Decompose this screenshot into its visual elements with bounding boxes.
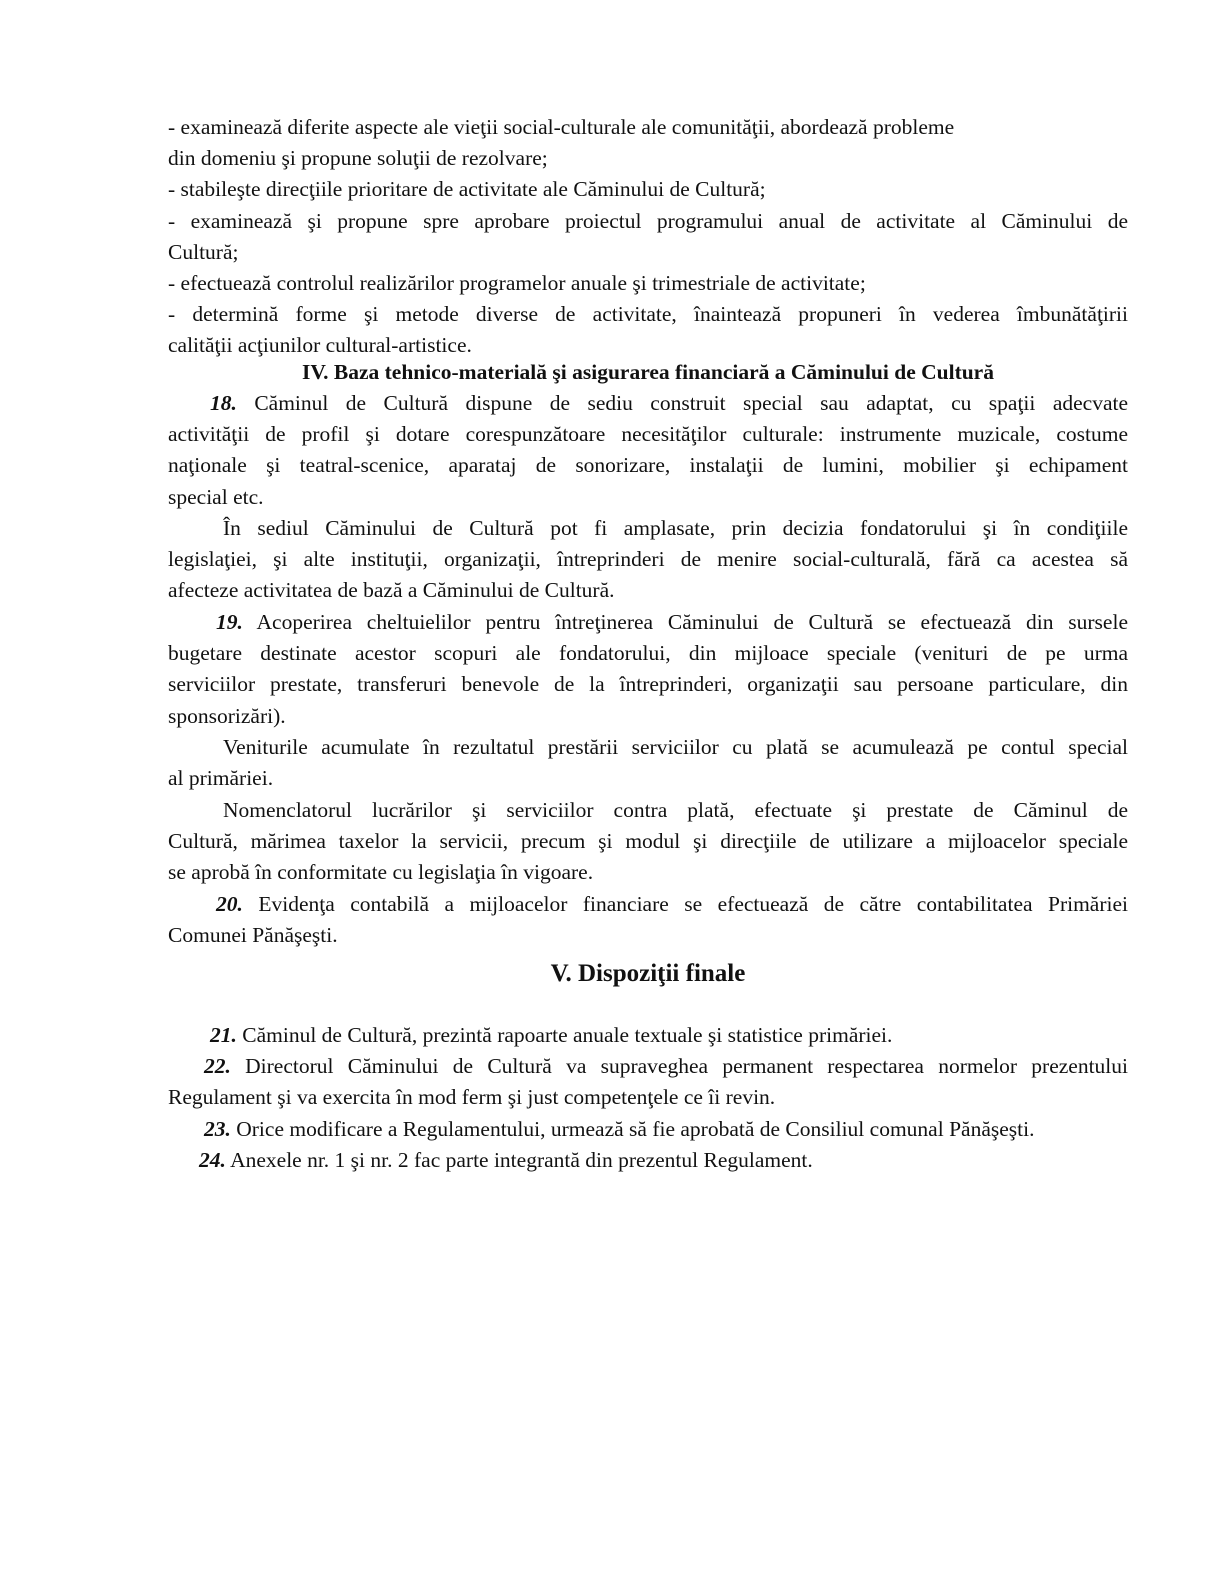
list-item-5-line-2: calităţii acţiunilor cultural-artistice. [168,333,472,358]
article-21-number: 21. [210,1023,237,1047]
nomenclator-paragraph [168,795,1128,889]
article-19 [168,607,1128,732]
section-4-heading: IV. Baza tehnico-materială şi asigurarea financiară a Căminului de Cultură [302,360,994,384]
article-19-line-1 [168,607,1128,638]
article-21-line [168,1020,1128,1051]
article-24-number: 24. [199,1148,226,1172]
article-20 [168,889,1128,951]
article-18-text: Căminul de Cultură dispune de sediu construit special sau adaptat, cu spaţii adecvate [254,391,1128,415]
article-20-number: 20. [216,892,243,916]
article-23 [168,1114,1128,1145]
revenue-line-2: al primăriei. [168,766,274,791]
revenue-line-1: Veniturile acumulate în rezultatul prestării serviciilor cu plată se acumulează pe contul special [223,735,1128,759]
article-19-line-4: sponsorizări). [168,703,286,728]
article-24-line [168,1145,1128,1176]
article-20-text: Evidenţa contabilă a mijloacelor financiare se efectuează de către contabilitatea Primăriei [258,892,1128,916]
list-item-3-line-1: - examinează şi propune spre aprobare proiectul programului anual de activitate al Căminului de [168,208,1128,233]
article-18-line-3: naţionale şi teatral-scenice, aparataj de sonorizare, instalaţii de lumini, mobilier şi echipament [168,453,1128,478]
article-18-line-2: activităţii de profil şi dotare corespunzătoare necesităţilor culturale: instrumente muzicale, costume [168,422,1128,447]
article-23-number: 23. [204,1117,231,1141]
article-23-line [168,1114,1128,1145]
list-item-5-line-1: - determină forme şi metode diverse de activitate, înaintează propuneri în vederea îmbunătăţirii [168,302,1128,327]
article-19-line-3: serviciilor prestate, transferuri benevole de la întreprinderi, organizaţii sau persoane particulare, din [168,672,1128,697]
list-item-2: - stabileşte direcţiile prioritare de activitate ale Căminului de Cultură; [168,177,766,202]
nomenclator-line-2: Cultură, mărimea taxelor la servicii, precum şi modul şi direcţiile de utilizare a mijloacelor speciale [168,829,1128,854]
article-18-line-4: special etc. [168,484,264,509]
paragraph-line-3: afecteze activitatea de bază a Căminului de Cultură. [168,578,615,603]
article-22-line-2: Regulament şi va exercita în mod ferm şi just competenţele ce îi revin. [168,1085,776,1110]
article-23-text: Orice modificare a Regulamentului, urmează să fie aprobată de Consiliul comunal Pănăşeşti. [236,1117,1035,1141]
article-19-line-2: bugetare destinate acestor scopuri ale fondatorului, din mijloace speciale (venituri de pe urma [168,641,1128,666]
section-5-heading: V. Dispoziţii finale [550,960,746,987]
article-24-text: Anexele nr. 1 şi nr. 2 fac parte integrantă din prezentul Regulament. [230,1148,813,1172]
article-20-line-2: Comunei Pănăşeşti. [168,923,338,948]
nomenclator-line-1: Nomenclatorul lucrărilor şi serviciilor contra plată, efectuate şi prestate de Căminul de [223,798,1128,822]
article-19-text: Acoperirea cheltuielilor pentru întreţinerea Căminului de Cultură se efectuează din sursele [256,610,1128,634]
list-item-4: - efectuează controlul realizărilor programelor anuale şi trimestriale de activitate; [168,271,866,296]
revenue-paragraph [168,732,1128,794]
paragraph-line-1: În sediul Căminului de Cultură pot fi amplasate, prin decizia fondatorului şi în condiţiile [223,516,1128,540]
article-18-paragraph-2 [168,513,1128,607]
list-item-3-line-2: Cultură; [168,239,239,264]
nomenclator-line-3: se aprobă în conformitate cu legislaţia în vigoare. [168,860,594,885]
article-21-text: Căminul de Cultură, prezintă rapoarte anuale textuale şi statistice primăriei. [242,1023,893,1047]
article-18-number: 18. [210,391,237,415]
article-22-number: 22. [204,1054,231,1078]
article-21 [168,1020,1128,1051]
paragraph-line-2: legislaţiei, şi alte instituţii, organizaţii, întreprinderi de menire social-culturală, fără ca acestea să [168,547,1128,572]
article-19-number: 19. [216,610,243,634]
bullet-list [168,112,1128,362]
article-18 [168,388,1128,513]
list-item-1-line-1: - examinează diferite aspecte ale vieţii social-culturale ale comunităţii, abordează probleme [168,115,955,139]
article-22-text: Directorul Căminului de Cultură va supraveghea permanent respectarea normelor prezentului [245,1054,1129,1078]
list-item-1-line-2: din domeniu şi propune soluţii de rezolvare; [168,146,548,171]
article-18-line-1 [168,388,1128,419]
article-20-line-1 [168,889,1128,920]
article-22 [168,1051,1128,1113]
article-22-line-1 [168,1051,1128,1082]
article-24 [168,1145,1128,1176]
